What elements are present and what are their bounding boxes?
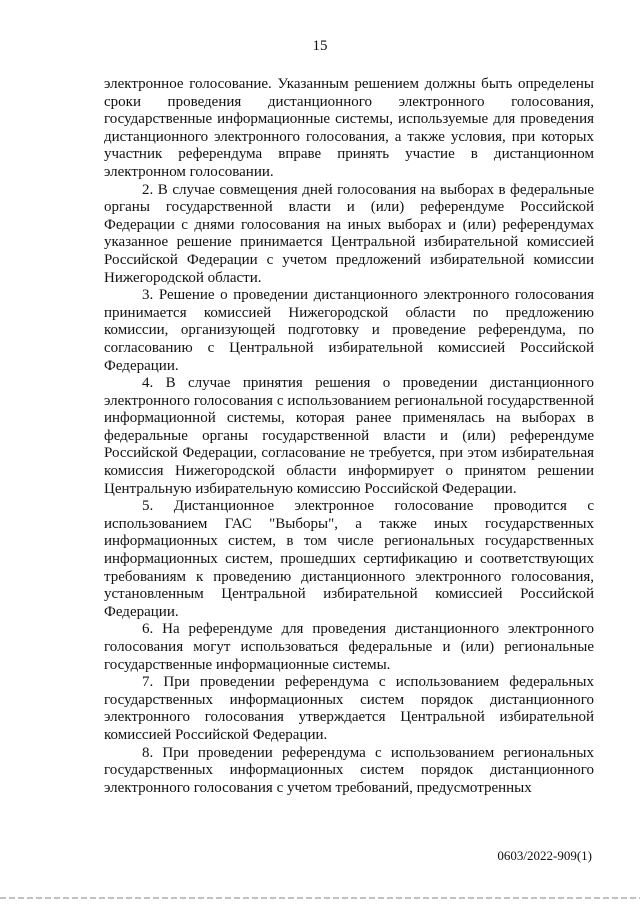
document-code: 0603/2022-909(1) <box>497 848 592 863</box>
paragraph-2: 2. В случае совмещения дней голосования на выборах в федеральные органы государственной власти и (или) референдуме Российской Федерации с днями голосования на иных выборах и (или) референдумах указанное решение принимается Центральной избирательной комиссией Российской Федерации с учетом предложений избирательной комиссии Нижегородской области. <box>104 181 594 286</box>
page-number: 15 <box>312 38 328 54</box>
paragraph-3: 3. Решение о проведении дистанционного электронного голосования принимается комиссией Нижегородской области по предложению комиссии, организующей подготовку и проведение референдума, по согласованию с Центральной избирательной комиссией Российской Федерации. <box>104 287 594 374</box>
paragraph-7: 7. При проведении референдума с использованием федеральных государственных информационных систем порядок дистанционного электронного голосования утверждается Центральной избирательной комиссией Российской Федерации. <box>104 674 594 743</box>
document-body <box>104 76 594 797</box>
paragraph-6: 6. На референдуме для проведения дистанционного электронного голосования могут использоваться федеральные и (или) региональные государственные информационные системы. <box>104 621 594 673</box>
paragraph-continuation: электронное голосование. Указанным решением должны быть определены сроки проведения дистанционного электронного голосования, государственные информационные системы, используемые для проведения дистанционного электронного голосования, а также условия, при которых участник референдума вправе принять участие в дистанционном электронном голосовании. <box>104 76 594 180</box>
paragraph-4: 4. В случае принятия решения о проведении дистанционного электронного голосования с использованием региональной государственной информационной системы, которая ранее применялась на выборах в федеральные органы государственной власти и (или) референдуме Российской Федерации, согласование не требуется, при этом избирательная комиссия Нижегородской области информирует о принятом решении Центральную избирательную комиссию Российской Федерации. <box>104 375 594 497</box>
paragraph-8: 8. При проведении референдума с использованием региональных государственных информационных систем порядок дистанционного электронного голосования с учетом требований, предусмотренных <box>104 744 594 796</box>
scan-edge-divider <box>0 897 640 899</box>
paragraph-5: 5. Дистанционное электронное голосование проводится с использованием ГАС "Выборы", а также иных государственных информационных систем, в том числе региональных государственных информационных систем, прошедших сертификацию и соответствующих требованиям к проведению дистанционного электронного голосования, установленным Центральной избирательной комиссией Российской Федерации. <box>104 498 594 620</box>
